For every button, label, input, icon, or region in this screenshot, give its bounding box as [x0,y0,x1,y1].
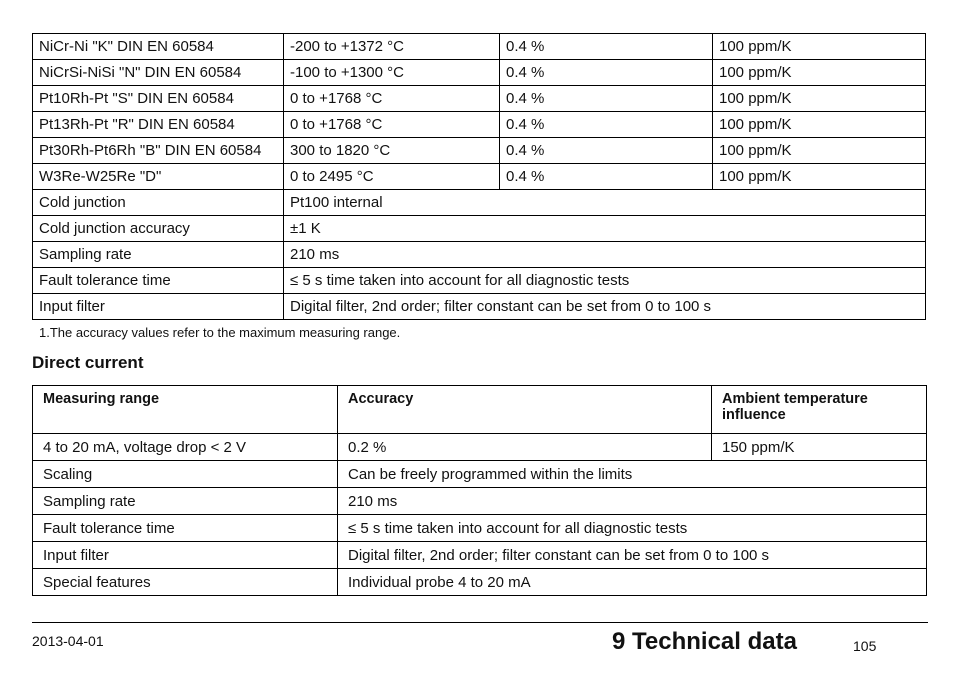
table-cell: 4 to 20 mA, voltage drop < 2 V [33,434,338,461]
table-cell: 0.4 % [500,60,713,86]
table-cell: 100 ppm/K [713,112,926,138]
table-cell: 100 ppm/K [713,86,926,112]
table-row [33,515,927,542]
table-row [33,569,927,596]
table-cell: 100 ppm/K [713,60,926,86]
table-cell: Digital filter, 2nd order; filter constant can be set from 0 to 100 s [284,294,926,320]
table-row [33,488,927,515]
footer-divider [32,622,928,623]
table-cell: Can be freely programmed within the limits [338,461,927,488]
table-row [33,60,926,86]
table-cell: 0.4 % [500,86,713,112]
table-cell: 300 to 1820 °C [284,138,500,164]
table-row [33,294,926,320]
table-cell: Fault tolerance time [33,515,338,542]
table-cell: W3Re-W25Re "D" [33,164,284,190]
table-cell: ≤ 5 s time taken into account for all diagnostic tests [338,515,927,542]
table-cell: 0.4 % [500,164,713,190]
table-cell: 210 ms [284,242,926,268]
table-cell: NiCr-Ni "K" DIN EN 60584 [33,34,284,60]
table-cell: 0.4 % [500,112,713,138]
table-row [33,190,926,216]
table-cell: Digital filter, 2nd order; filter constant can be set from 0 to 100 s [338,542,927,569]
table-row [33,242,926,268]
table-cell: Input filter [33,294,284,320]
table-cell: 100 ppm/K [713,138,926,164]
table-cell: Pt100 internal [284,190,926,216]
section-heading: Direct current [32,353,144,372]
footnote: 1.The accuracy values refer to the maximum measuring range. [39,325,401,340]
table-row [33,216,926,242]
thermocouple-table [32,33,926,320]
table-row [33,34,926,60]
table-cell: Pt13Rh-Pt "R" DIN EN 60584 [33,112,284,138]
column-header: Measuring range [33,386,338,434]
table-cell: 100 ppm/K [713,164,926,190]
column-header: Ambient temperature influence [712,386,927,434]
table-cell: Cold junction [33,190,284,216]
table-cell: Pt10Rh-Pt "S" DIN EN 60584 [33,86,284,112]
table-cell: -200 to +1372 °C [284,34,500,60]
table-row [33,138,926,164]
table-row [33,434,927,461]
chapter-title: 9 Technical data [612,628,797,655]
table-cell: 0 to 2495 °C [284,164,500,190]
table-cell: Pt30Rh-Pt6Rh "B" DIN EN 60584 [33,138,284,164]
table-cell: NiCrSi-NiSi "N" DIN EN 60584 [33,60,284,86]
table-cell: 0.2 % [338,434,712,461]
table-cell: Input filter [33,542,338,569]
table-cell: ≤ 5 s time taken into account for all diagnostic tests [284,268,926,294]
column-header: Accuracy [338,386,712,434]
table-row [33,112,926,138]
table-cell: 210 ms [338,488,927,515]
table-row [33,268,926,294]
table-cell: -100 to +1300 °C [284,60,500,86]
table-cell: 150 ppm/K [712,434,927,461]
table-cell: 100 ppm/K [713,34,926,60]
footer-date: 2013-04-01 [32,633,104,649]
table-row [33,461,927,488]
table-cell: Special features [33,569,338,596]
table-row [33,164,926,190]
table-cell: ±1 K [284,216,926,242]
table-cell: Scaling [33,461,338,488]
table-row [33,86,926,112]
page-number: 105 [853,638,877,654]
table-cell: Individual probe 4 to 20 mA [338,569,927,596]
table-cell: 0 to +1768 °C [284,112,500,138]
table-cell: Cold junction accuracy [33,216,284,242]
direct-current-table [32,385,927,596]
table-cell: 0.4 % [500,138,713,164]
table-cell: 0 to +1768 °C [284,86,500,112]
table-header-row [33,386,927,434]
table-cell: Sampling rate [33,488,338,515]
table-row [33,542,927,569]
table-cell: Fault tolerance time [33,268,284,294]
table-cell: Sampling rate [33,242,284,268]
table-cell: 0.4 % [500,34,713,60]
